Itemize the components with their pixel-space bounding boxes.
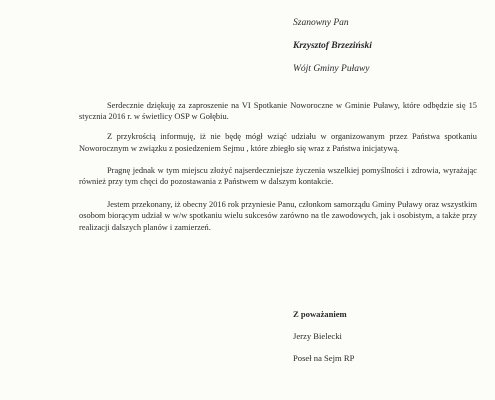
recipient-address [293, 12, 372, 81]
signature-title: Poseł na Sejm RP [293, 353, 355, 363]
signature-block [293, 303, 354, 369]
body-paragraph-3: Pragnę jednak w tym miejscu złożyć najserdeczniejsze życzenia wszelkiej pomyślności i zdrowia, wyrażając również przy tym chęci do pozostawania z Państwem w dalszym kontakcie. [79, 165, 477, 187]
body-paragraph-2: Z przykrością informuję, iż nie będę mógł wziąć udziału w organizowanym przez Państwa spotkaniu Noworocznym w związku z posiedzeniem Sejmu , które zbiegło się wraz z Państwa inicjatywą. [79, 132, 477, 153]
signature-closing: Z poważaniem [293, 309, 347, 319]
recipient-name: Krzysztof Brzeziński [293, 41, 372, 51]
body-paragraph-1: Serdecznie dziękuję za zaproszenie na VI Spotkanie Noworoczne w Gminie Puławy, które odbędzie się 15 stycznia 2016 r. w świetlicy OSP w Gołębiu. [79, 101, 477, 122]
letter-body [79, 100, 477, 243]
recipient-title: Wójt Gminy Puławy [293, 64, 370, 74]
signature-name: Jerzy Bielecki [293, 331, 342, 341]
recipient-salutation: Szanowny Pan [293, 18, 349, 28]
body-paragraph-4: Jestem przekonany, iż obecny 2016 rok przyniesie Panu, członkom samorządu Gminy Puławy oraz wszystkim osobom biorącym udział w w/w spotkaniu wielu sukcesów zarówno na tle zawodowych, jak i osobistym, a także przy realizacji dalszych planów i zamierzeń. [79, 200, 477, 232]
